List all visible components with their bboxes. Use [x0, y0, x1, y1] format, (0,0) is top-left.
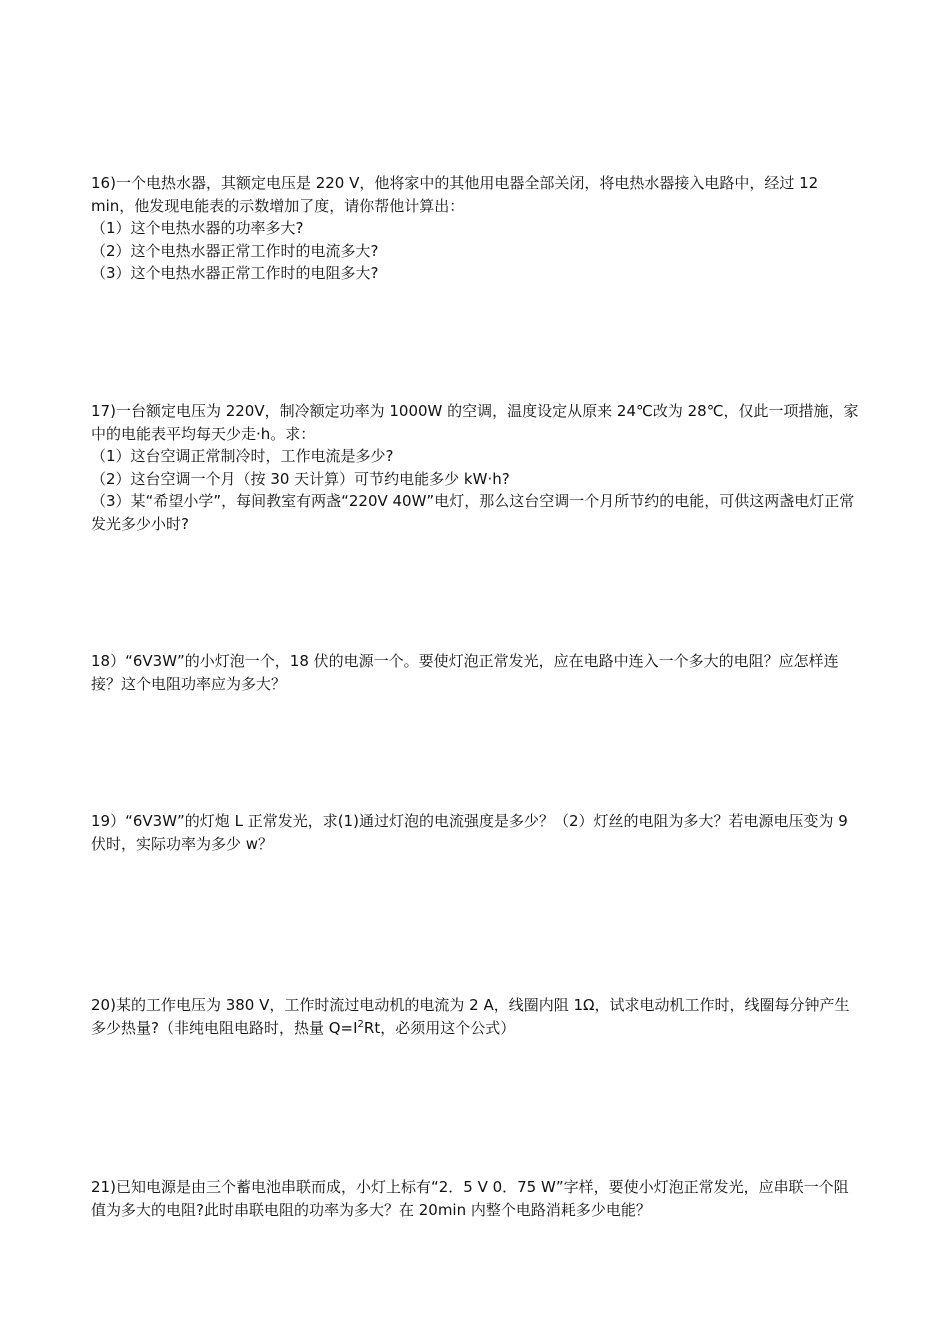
problem-17 [91, 400, 861, 535]
problem-21 [91, 1176, 861, 1221]
problem-16-question-3: （3）这个电热水器正常工作时的电阻多大? [91, 264, 379, 282]
problem-20-stem [91, 994, 861, 1039]
problem-16 [91, 172, 861, 285]
problem-18-stem: 18）“6V3W”的小灯泡一个，18 伏的电源一个。要使灯泡正常发光，应在电路中连入一个多大的电阻？应怎样连接？这个电阻功率应为多大？ [91, 652, 839, 693]
problem-20-stem-text: 20)某的工作电压为 380 V，工作时流过电动机的电流为 2 A，线圈内阻 1Ω，试求电动机工作时，线圈每分钟产生多少热量?（非纯电阻电路时，热量 Q=I [91, 996, 850, 1037]
problem-17-question-1: （1）这台空调正常制冷时，工作电流是多少? [91, 447, 394, 465]
problem-20-superscript: 2 [357, 1018, 364, 1030]
problem-19-stem: 19）“6V3W”的灯炮 L 正常发光，求(1)通过灯泡的电流强度是多少？（2）灯丝的电阻为多大？若电源电压变为 9 伏时，实际功率为多少 w？ [91, 812, 848, 853]
problem-16-question-2: （2）这个电热水器正常工作时的电流多大? [91, 241, 379, 260]
problem-17-stem: 17)一台额定电压为 220V，制冷额定功率为 1000W 的空调，温度设定从原来 24℃改为 28℃，仅此一项措施，家中的电能表平均每天少走·h。求： [91, 402, 859, 443]
problem-16-stem: 16)一个电热水器，其额定电压是 220 V，他将家中的其他用电器全部关闭，将电热水器接入电路中，经过 12 min，他发现电能表的示数增加了度，请你帮他计算出： [91, 174, 819, 215]
problem-18 [91, 650, 861, 695]
problem-21-stem: 21)已知电源是由三个蓄电池串联而成，小灯上标有“2．5 V 0．75 W”字样，要使小灯泡正常发光，应串联一个阻值为多大的电阻?此时串联电阻的功率为多大？在 20min 内整个电路消耗多少电能？ [91, 1178, 849, 1219]
problem-19 [91, 810, 861, 855]
problem-16-question-1: （1）这个电热水器的功率多大? [91, 219, 304, 237]
problem-20 [91, 994, 861, 1039]
problem-17-question-2: （2）这台空调一个月（按 30 天计算）可节约电能多少 kW·h? [91, 469, 510, 488]
problem-20-stem-text-end: Rt，必须用这个公式） [363, 1018, 516, 1037]
problem-17-question-3: （3）某“希望小学”，每间教室有两盏“220V 40W”电灯，那么这台空调一个月所节约的电能，可供这两盏电灯正常发光多少小时? [91, 492, 855, 533]
